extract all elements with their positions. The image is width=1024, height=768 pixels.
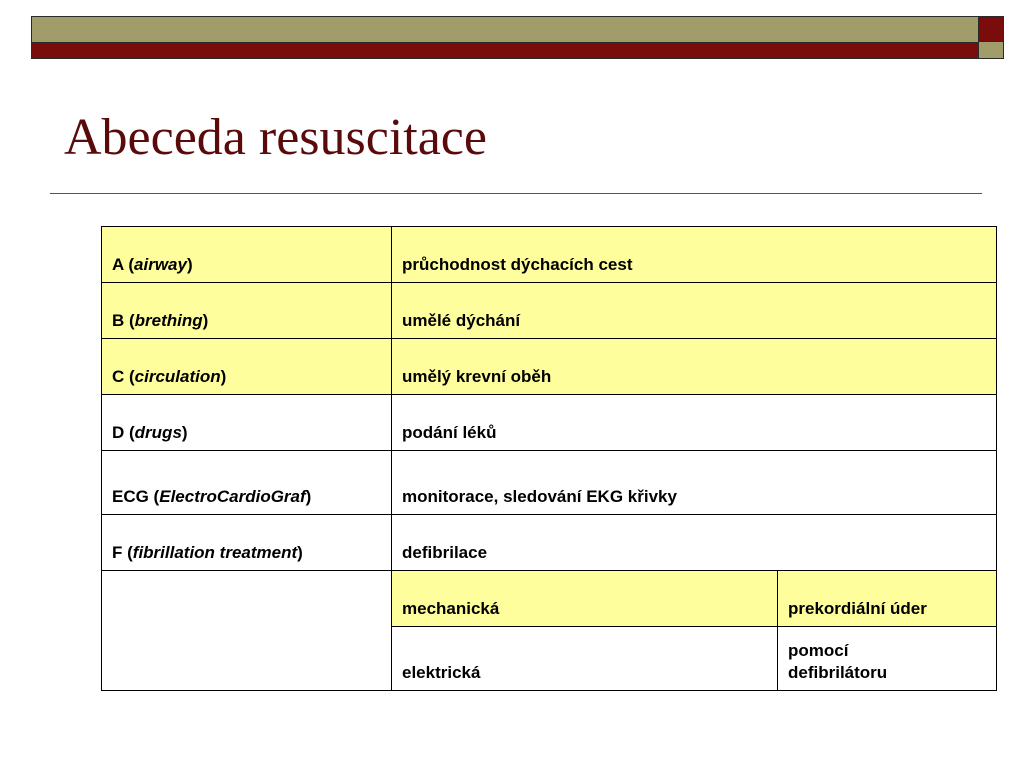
- term-name: drugs: [134, 422, 182, 442]
- header-bar-red: [31, 42, 979, 59]
- term-suffix: ): [202, 310, 209, 330]
- table-row: [102, 283, 997, 339]
- table-row: [102, 571, 997, 627]
- desc-cell: průchodnost dýchacích cest: [392, 227, 997, 283]
- empty-cell: [102, 571, 392, 691]
- method-cell: elektrická: [392, 627, 778, 691]
- desc-cell: [392, 451, 997, 515]
- term-name: fibrillation treatment: [132, 542, 298, 562]
- desc-cell: umělý krevní oběh: [392, 339, 997, 395]
- term-cell: [102, 451, 392, 515]
- resuscitation-table: [101, 226, 997, 691]
- term-suffix: ): [305, 486, 312, 506]
- detail-cell: prekordiální úder: [778, 571, 997, 627]
- slide-title: Abeceda resuscitace: [64, 109, 487, 166]
- table-row: [102, 227, 997, 283]
- term-name: circulation: [134, 366, 221, 386]
- header-bar-olive: [31, 16, 979, 43]
- detail-cell: [778, 627, 997, 691]
- term-prefix: B (: [112, 310, 135, 330]
- term-cell: [102, 227, 392, 283]
- table-row: [102, 515, 997, 571]
- desc-cell: umělé dýchání: [392, 283, 997, 339]
- title-divider: [50, 193, 982, 194]
- term-cell: [102, 515, 392, 571]
- term-prefix: A (: [112, 254, 135, 274]
- term-prefix: D (: [112, 422, 135, 442]
- term-cell: [102, 339, 392, 395]
- term-cell: [102, 395, 392, 451]
- term-name: airway: [134, 254, 187, 274]
- table-row: [102, 395, 997, 451]
- method-cell: mechanická: [392, 571, 778, 627]
- term-suffix: ): [186, 254, 193, 274]
- desc-text: monitorace, sledování EKG křivky: [402, 486, 677, 506]
- table-row: [102, 339, 997, 395]
- corner-square-olive: [978, 41, 1004, 59]
- term-prefix: C (: [112, 366, 135, 386]
- term-name: ElectroCardioGraf: [159, 486, 306, 506]
- detail-text: pomocí defibrilátoru: [788, 640, 888, 682]
- corner-square-red: [978, 16, 1004, 42]
- term-name: brething: [134, 310, 203, 330]
- desc-cell: podání léků: [392, 395, 997, 451]
- term-cell: [102, 283, 392, 339]
- term-suffix: ): [297, 542, 303, 562]
- term-suffix: ): [220, 366, 227, 386]
- term-suffix: ): [181, 422, 188, 442]
- term-prefix: F (: [112, 542, 133, 562]
- term-prefix: ECG (: [112, 486, 160, 506]
- desc-cell: defibrilace: [392, 515, 997, 571]
- table-row: [102, 451, 997, 515]
